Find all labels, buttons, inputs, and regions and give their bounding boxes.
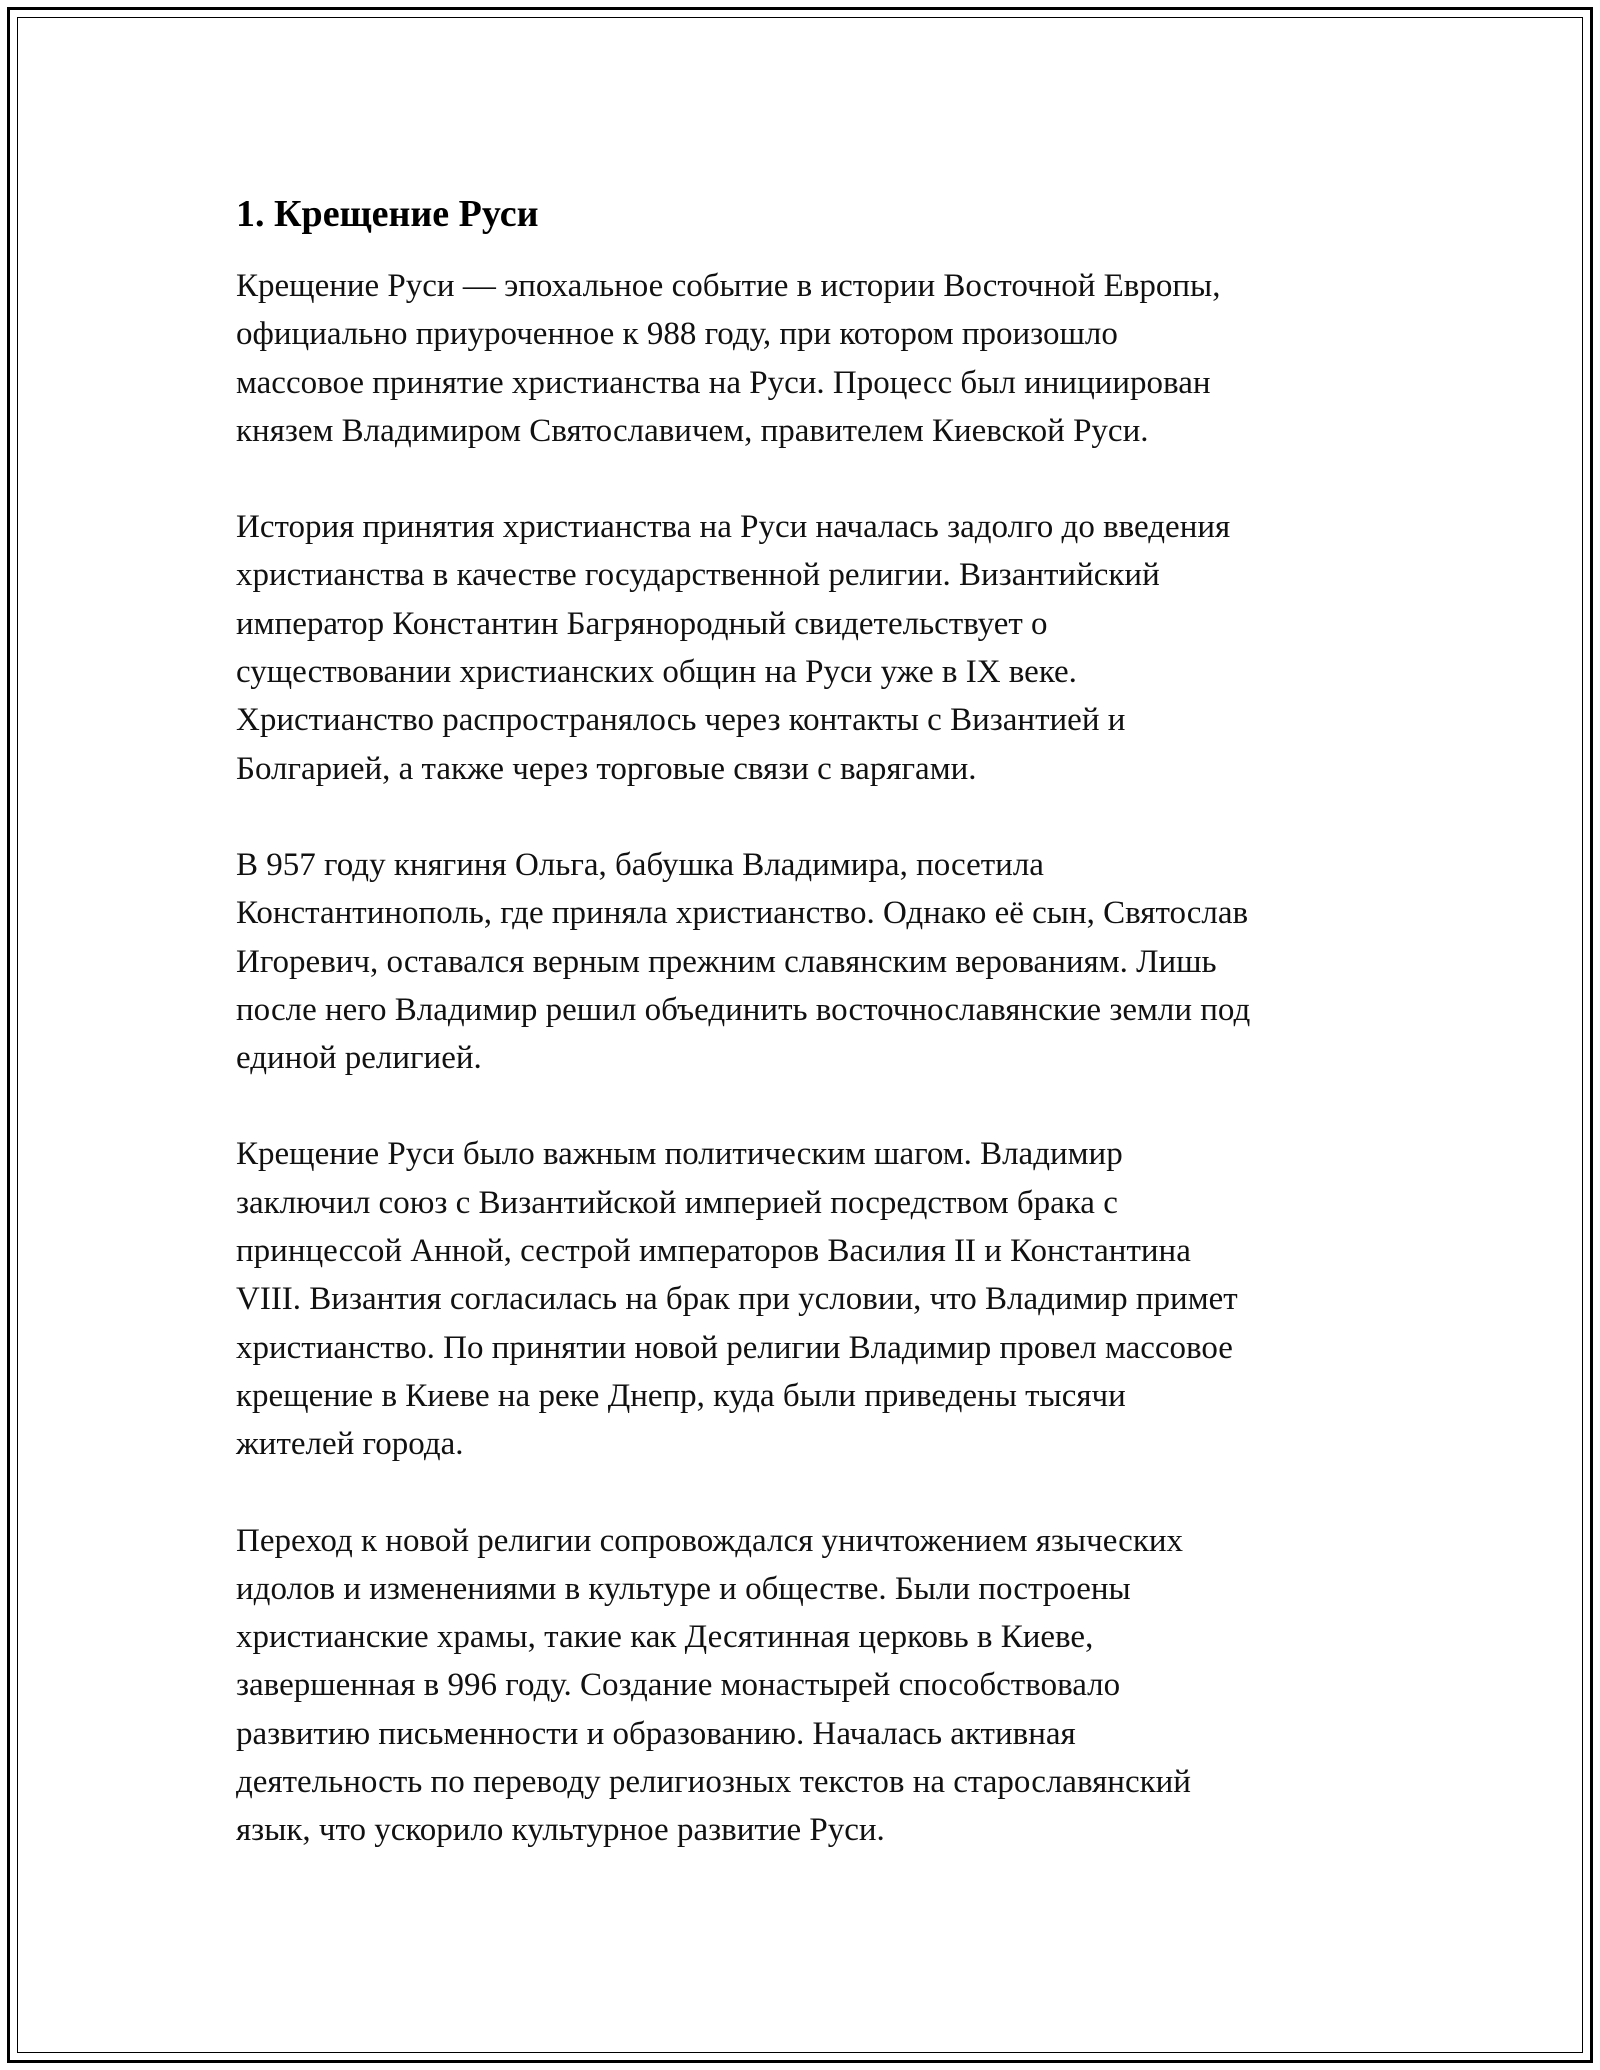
paragraph-3: В 957 году княгиня Ольга, бабушка Владимира, посетила Константинополь, где приняла христианство. Однако её сын, Святослав Игоревич, оставался верным прежним славянским верованиям. Лишь после него Владимир решил объединить восточнославянские земли под единой религией. [236, 846, 1251, 1077]
section-heading: 1. Крещение Руси [236, 193, 539, 235]
document-body [236, 186, 1386, 1903]
paragraph-4: Крещение Руси было важным политическим шагом. Владимир заключил союз с Византийской империей посредством брака с принцессой Анной, сестрой императоров Василия II и Константина VIII. Византия согласилась на брак при условии, что Владимир примет христианство. По принятии новой религии Владимир провел массовое крещение в Киеве на реке Днепр, куда были приведены тысячи жителей города. [236, 1136, 1238, 1463]
paragraph-5: Переход к новой религии сопровождался уничтожением языческих идолов и изменениями в культуре и обществе. Были построены христианские храмы, такие как Десятинная церковь в Киеве, завершенная в 996 году. Создание монастырей способствовало развитию письменности и образованию. Началась активная деятельность по переводу религиозных текстов на старославянский язык, что ускорило культурное развитие Руси. [236, 1522, 1191, 1849]
paragraph-2: История принятия христианства на Руси началась задолго до введения христианства в качестве государственной религии. Византийский император Константин Багрянородный свидетельствует о существовании христианских общин на Руси уже в IX веке. Христианство распространялось через контакты с Византией и Болгарией, а также через торговые связи с варягами. [236, 509, 1231, 787]
paragraph-1: Крещение Руси — эпохальное событие в истории Восточной Европы, официально приуроченное к 988 году, при котором произошло массовое принятие христианства на Руси. Процесс был инициирован князем Владимиром Святославичем, правителем Киевской Руси. [236, 268, 1221, 449]
